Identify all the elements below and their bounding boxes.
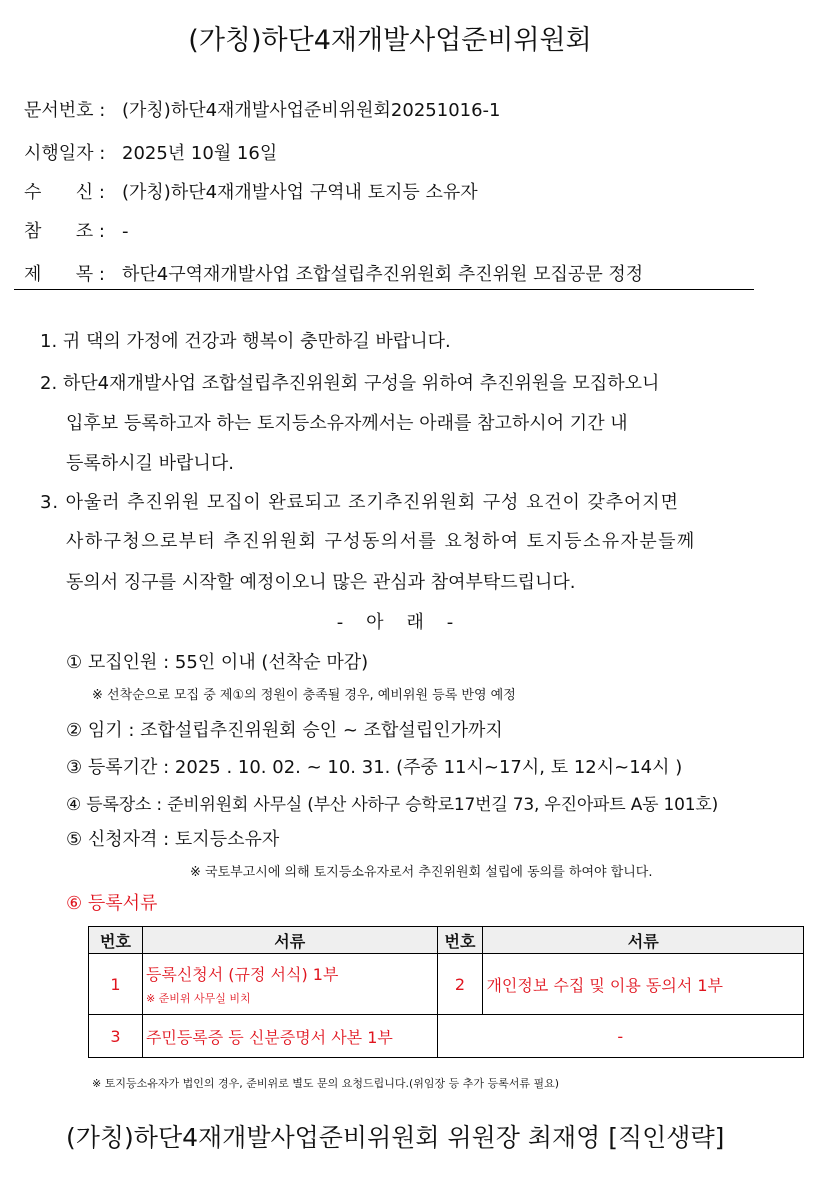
paragraph-3-line-2: 사하구청으로부터 추진위원회 구성동의서를 요청하여 토지등소유자분들께 (66, 531, 696, 552)
table-cell-number: 1 (89, 954, 143, 1015)
paragraph-2-line-3: 등록하시길 바랍니다. (66, 453, 234, 474)
signature-line: (가칭)하단4재개발사업준비위원회 위원장 최재영 [직인생략] (66, 1123, 725, 1152)
table-cell-document (142, 954, 437, 1015)
item-registration-period: ③ 등록기간 : 2025 . 10. 02. ~ 10. 31. (주중 11시~17시, 토 12시~14시 ) (66, 757, 683, 778)
document-name: 등록신청서 (규정 서식) 1부 (145, 965, 339, 984)
paragraph-3-line-3: 동의서 징구를 시작할 예정이오니 많은 관심과 참여부탁드립니다. (66, 572, 576, 593)
documents-table (88, 926, 804, 1058)
meta-subject (24, 260, 643, 286)
meta-recipient (24, 178, 478, 204)
paragraph-2-line-1: 2. 하단4재개발사업 조합설립추진위원회 구성을 위하여 추진위원을 모집하오니 (40, 373, 660, 394)
table-row (89, 954, 804, 1015)
table-header-document-2: 서류 (483, 927, 804, 954)
table-footnote: ※ 토지등소유자가 법인의 경우, 준비위로 별도 문의 요청드립니다.(위임장 등 추가 등록서류 필요) (92, 1077, 560, 1090)
item-registration-place: ④ 등록장소 : 준비위원회 사무실 (부산 사하구 승학로17번길 73, 우진아파트 A동 101호) (66, 795, 719, 815)
table-header-number: 번호 (89, 927, 143, 954)
table-header-row (89, 927, 804, 954)
table-row (89, 1015, 804, 1058)
paragraph-1: 1. 귀 댁의 가정에 건강과 행복이 충만하길 바랍니다. (40, 331, 451, 352)
table-header-number-2: 번호 (437, 927, 483, 954)
header-divider (14, 289, 754, 290)
table-cell-document: 개인정보 수집 및 이용 동의서 1부 (483, 954, 804, 1015)
meta-value: (가칭)하단4재개발사업준비위원회20251016-1 (122, 100, 501, 121)
meta-label: 문서번호 : (24, 100, 106, 121)
meta-reference (24, 217, 129, 243)
table-cell-number: 2 (437, 954, 483, 1015)
table-cell-number: 3 (89, 1015, 143, 1058)
item-eligibility: ⑤ 신청자격 : 토지등소유자 (66, 829, 280, 850)
meta-value: (가칭)하단4재개발사업 구역내 토지등 소유자 (122, 182, 478, 203)
item-recruit-count: ① 모집인원 : 55인 이내 (선착순 마감) (66, 652, 369, 673)
meta-label: 제 목 : (24, 264, 105, 285)
document-note: ※ 준비위 사무실 비치 (145, 992, 251, 1005)
table-cell-empty: - (437, 1015, 804, 1058)
meta-label: 시행일자 : (24, 143, 106, 164)
table-header-document: 서류 (142, 927, 437, 954)
document-title: (가칭)하단4재개발사업준비위원회 (188, 25, 592, 56)
meta-value: - (122, 221, 129, 242)
meta-label: 참 조 : (24, 221, 105, 242)
meta-value: 하단4구역재개발사업 조합설립추진위원회 추진위원 모집공문 정정 (122, 264, 644, 285)
paragraph-3-line-1: 3. 아울러 추진위원 모집이 완료되고 조기추진위원회 구성 요건이 갖추어지면 (40, 492, 679, 513)
item-term: ② 임기 : 조합설립추진위원회 승인 ~ 조합설립인가까지 (66, 720, 503, 741)
meta-doc-no (24, 96, 501, 122)
arae-heading: - 아 래 - (336, 612, 454, 633)
meta-label: 수 신 : (24, 182, 105, 203)
item-documents-heading: ⑥ 등록서류 (66, 893, 158, 914)
paragraph-2-line-2: 입후보 등록하고자 하는 토지등소유자께서는 아래를 참고하시어 기간 내 (66, 413, 628, 434)
table-cell-document: 주민등록증 등 신분증명서 사본 1부 (142, 1015, 437, 1058)
item-eligibility-note: ※ 국토부고시에 의해 토지등소유자로서 추진위원회 설립에 동의를 하여야 합니다. (190, 865, 653, 880)
item-recruit-note: ※ 선착순으로 모집 중 제①의 정원이 충족될 경우, 예비위원 등록 반영 예정 (92, 688, 516, 703)
meta-value: 2025년 10월 16일 (122, 143, 278, 164)
meta-date (24, 139, 277, 165)
